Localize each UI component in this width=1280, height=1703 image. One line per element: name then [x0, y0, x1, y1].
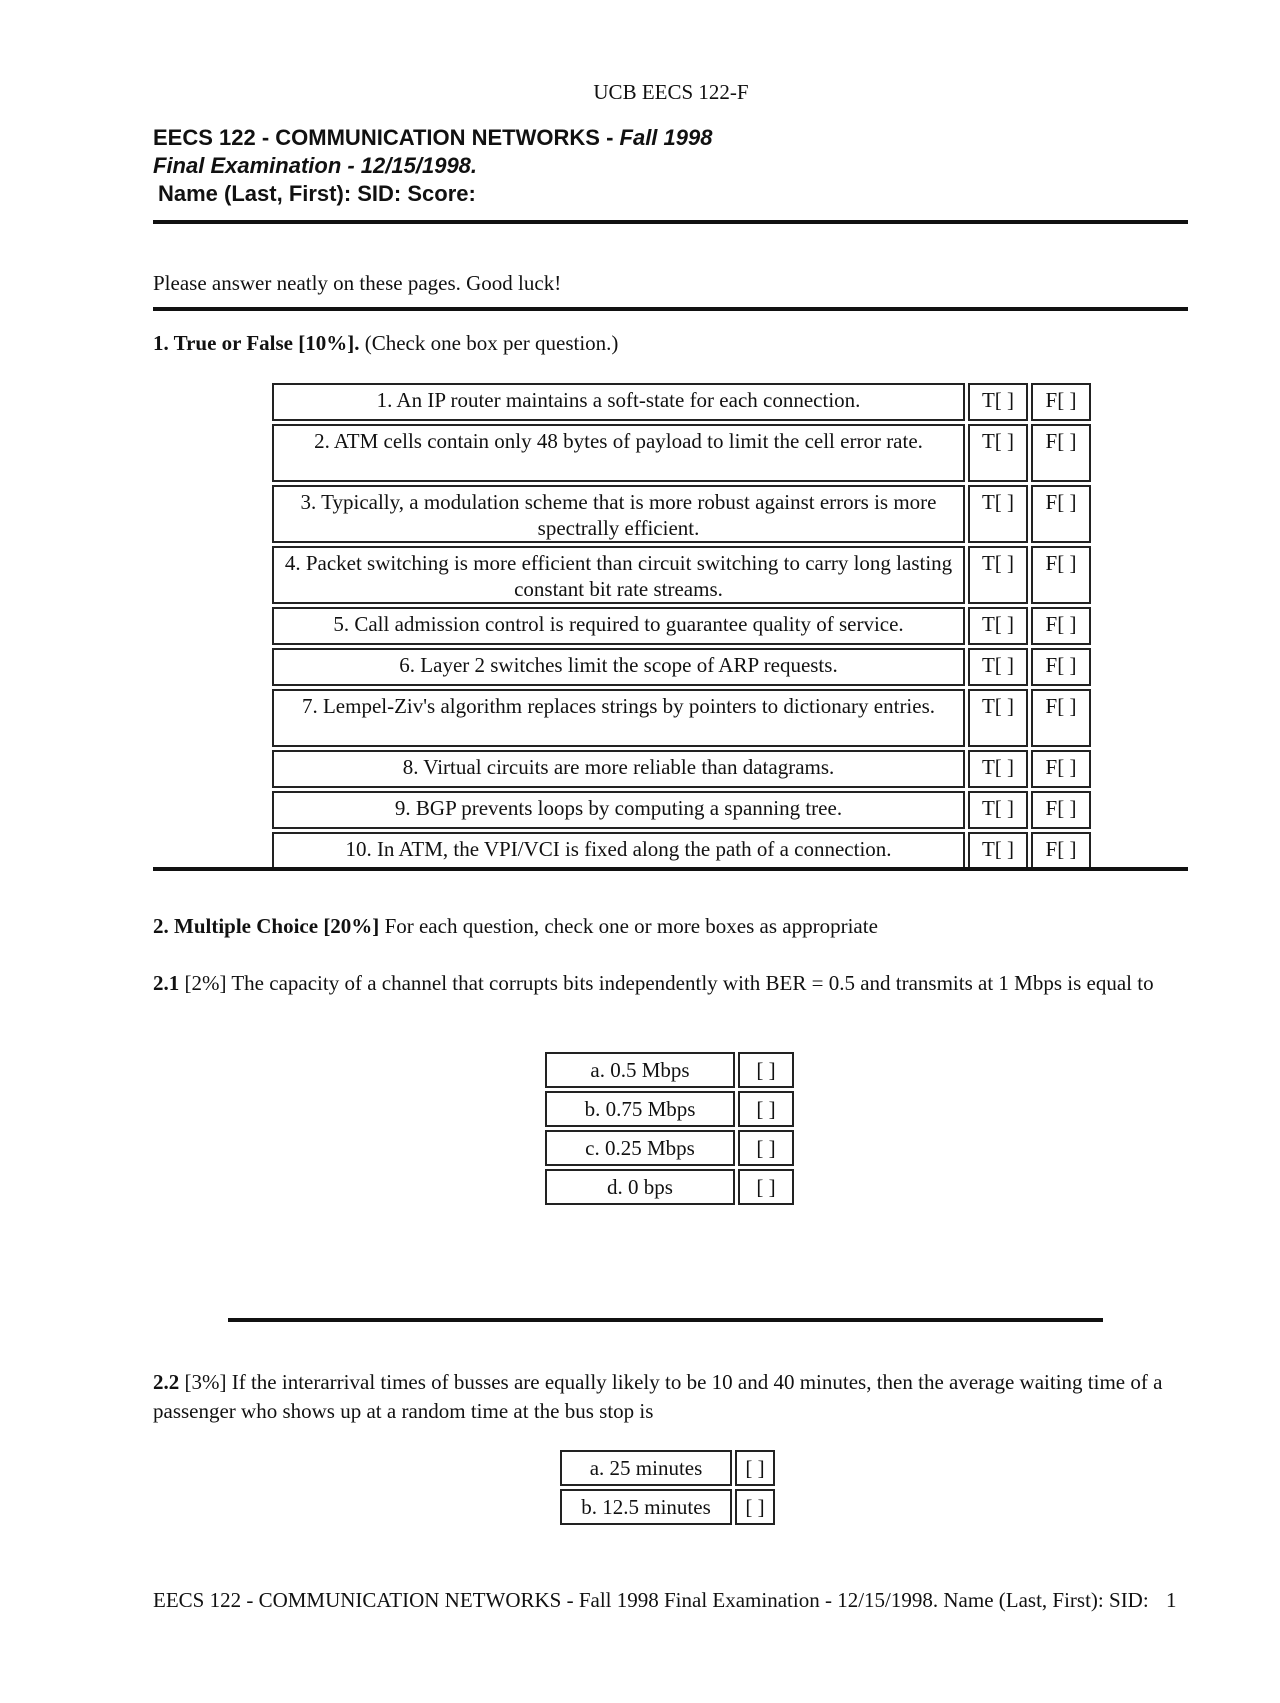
question-divider	[228, 1318, 1103, 1322]
true-checkbox-4[interactable]: T[ ]	[968, 546, 1028, 604]
table-row	[272, 424, 1091, 482]
exam-title	[153, 125, 712, 151]
false-checkbox-3[interactable]: F[ ]	[1031, 485, 1091, 543]
section2-note: For each question, check one or more boxes as appropriate	[379, 914, 878, 938]
question-2-1-text: [2%] The capacity of a channel that corrupts bits independently with BER = 0.5 and transmits at 1 Mbps is equal to	[179, 971, 1154, 995]
true-checkbox-1[interactable]: T[ ]	[968, 383, 1028, 421]
true-checkbox-9[interactable]: T[ ]	[968, 791, 1028, 829]
exam-date-line: Final Examination - 12/15/1998.	[153, 153, 478, 178]
question-2-2-text: [3%] If the interarrival times of busses are equally likely to be 10 and 40 minutes, then the average waiting time of a passenger who shows up at a random time at the bus stop is	[153, 1370, 1163, 1423]
table-row	[545, 1130, 794, 1166]
tf-question-6: 6. Layer 2 switches limit the scope of ARP requests.	[272, 648, 965, 686]
q22-options-table	[557, 1447, 778, 1528]
section1-heading: 1. True or False [10%].	[153, 331, 360, 355]
false-checkbox-1[interactable]: F[ ]	[1031, 383, 1091, 421]
true-checkbox-3[interactable]: T[ ]	[968, 485, 1028, 543]
q21-option-d: d. 0 bps	[545, 1169, 735, 1205]
page-footer: EECS 122 - COMMUNICATION NETWORKS - Fall 1998 Final Examination - 12/15/1998. Name (Last, First): SID:	[153, 1588, 1149, 1612]
tf-question-4: 4. Packet switching is more efficient than circuit switching to carry long lasting constant bit rate streams.	[272, 546, 965, 604]
q21-checkbox-b[interactable]: [ ]	[738, 1091, 794, 1127]
table-row	[272, 485, 1091, 543]
false-checkbox-6[interactable]: F[ ]	[1031, 648, 1091, 686]
tf-question-2: 2. ATM cells contain only 48 bytes of payload to limit the cell error rate.	[272, 424, 965, 482]
section1-title	[153, 331, 618, 356]
false-checkbox-10[interactable]: F[ ]	[1031, 832, 1091, 870]
q21-checkbox-c[interactable]: [ ]	[738, 1130, 794, 1166]
q22-option-a: a. 25 minutes	[560, 1450, 732, 1486]
name-sid-score-line: Name (Last, First): SID: Score:	[158, 181, 476, 206]
tf-question-10: 10. In ATM, the VPI/VCI is fixed along the path of a connection.	[272, 832, 965, 870]
table-row	[272, 383, 1091, 421]
question-2-1-number: 2.1	[153, 971, 180, 995]
true-false-table	[269, 380, 1094, 873]
table-row	[272, 607, 1091, 645]
true-checkbox-6[interactable]: T[ ]	[968, 648, 1028, 686]
section2-divider	[153, 867, 1188, 871]
table-row	[545, 1091, 794, 1127]
table-row	[272, 791, 1091, 829]
tf-question-3: 3. Typically, a modulation scheme that is more robust against errors is more spectrally efficient.	[272, 485, 965, 543]
q22-checkbox-a[interactable]: [ ]	[735, 1450, 775, 1486]
table-row	[560, 1450, 775, 1486]
instructions: Please answer neatly on these pages. Good luck!	[153, 271, 562, 295]
exam-title-main: EECS 122 - COMMUNICATION NETWORKS -	[153, 125, 620, 150]
tf-question-9: 9. BGP prevents loops by computing a spanning tree.	[272, 791, 965, 829]
header-divider	[153, 220, 1188, 224]
tf-question-1: 1. An IP router maintains a soft-state for each connection.	[272, 383, 965, 421]
section2-title	[153, 914, 878, 939]
table-row	[545, 1052, 794, 1088]
page-number: 1	[1166, 1588, 1177, 1612]
exam-term: Fall 1998	[619, 125, 713, 150]
table-row	[560, 1489, 775, 1525]
course-tag: UCB EECS 122-F	[593, 80, 749, 104]
question-2-1	[153, 969, 1193, 998]
false-checkbox-8[interactable]: F[ ]	[1031, 750, 1091, 788]
true-checkbox-2[interactable]: T[ ]	[968, 424, 1028, 482]
table-row	[272, 750, 1091, 788]
true-checkbox-7[interactable]: T[ ]	[968, 689, 1028, 747]
q21-option-b: b. 0.75 Mbps	[545, 1091, 735, 1127]
q21-checkbox-a[interactable]: [ ]	[738, 1052, 794, 1088]
tf-question-8: 8. Virtual circuits are more reliable than datagrams.	[272, 750, 965, 788]
true-checkbox-10[interactable]: T[ ]	[968, 832, 1028, 870]
false-checkbox-9[interactable]: F[ ]	[1031, 791, 1091, 829]
true-checkbox-5[interactable]: T[ ]	[968, 607, 1028, 645]
table-row	[272, 832, 1091, 870]
false-checkbox-5[interactable]: F[ ]	[1031, 607, 1091, 645]
q21-option-c: c. 0.25 Mbps	[545, 1130, 735, 1166]
q22-option-b: b. 12.5 minutes	[560, 1489, 732, 1525]
q22-checkbox-b[interactable]: [ ]	[735, 1489, 775, 1525]
table-row	[272, 648, 1091, 686]
q21-options-table	[542, 1049, 797, 1208]
true-checkbox-8[interactable]: T[ ]	[968, 750, 1028, 788]
q21-option-a: a. 0.5 Mbps	[545, 1052, 735, 1088]
false-checkbox-2[interactable]: F[ ]	[1031, 424, 1091, 482]
table-row	[272, 546, 1091, 604]
tf-question-7: 7. Lempel-Ziv's algorithm replaces strings by pointers to dictionary entries.	[272, 689, 965, 747]
question-2-2-number: 2.2	[153, 1370, 180, 1394]
table-row	[545, 1169, 794, 1205]
question-2-2	[153, 1368, 1193, 1426]
q21-checkbox-d[interactable]: [ ]	[738, 1169, 794, 1205]
table-row	[272, 689, 1091, 747]
tf-question-5: 5. Call admission control is required to guarantee quality of service.	[272, 607, 965, 645]
section1-note: (Check one box per question.)	[359, 331, 619, 355]
section1-divider	[153, 307, 1188, 311]
false-checkbox-4[interactable]: F[ ]	[1031, 546, 1091, 604]
section2-heading: 2. Multiple Choice [20%]	[153, 914, 380, 938]
false-checkbox-7[interactable]: F[ ]	[1031, 689, 1091, 747]
